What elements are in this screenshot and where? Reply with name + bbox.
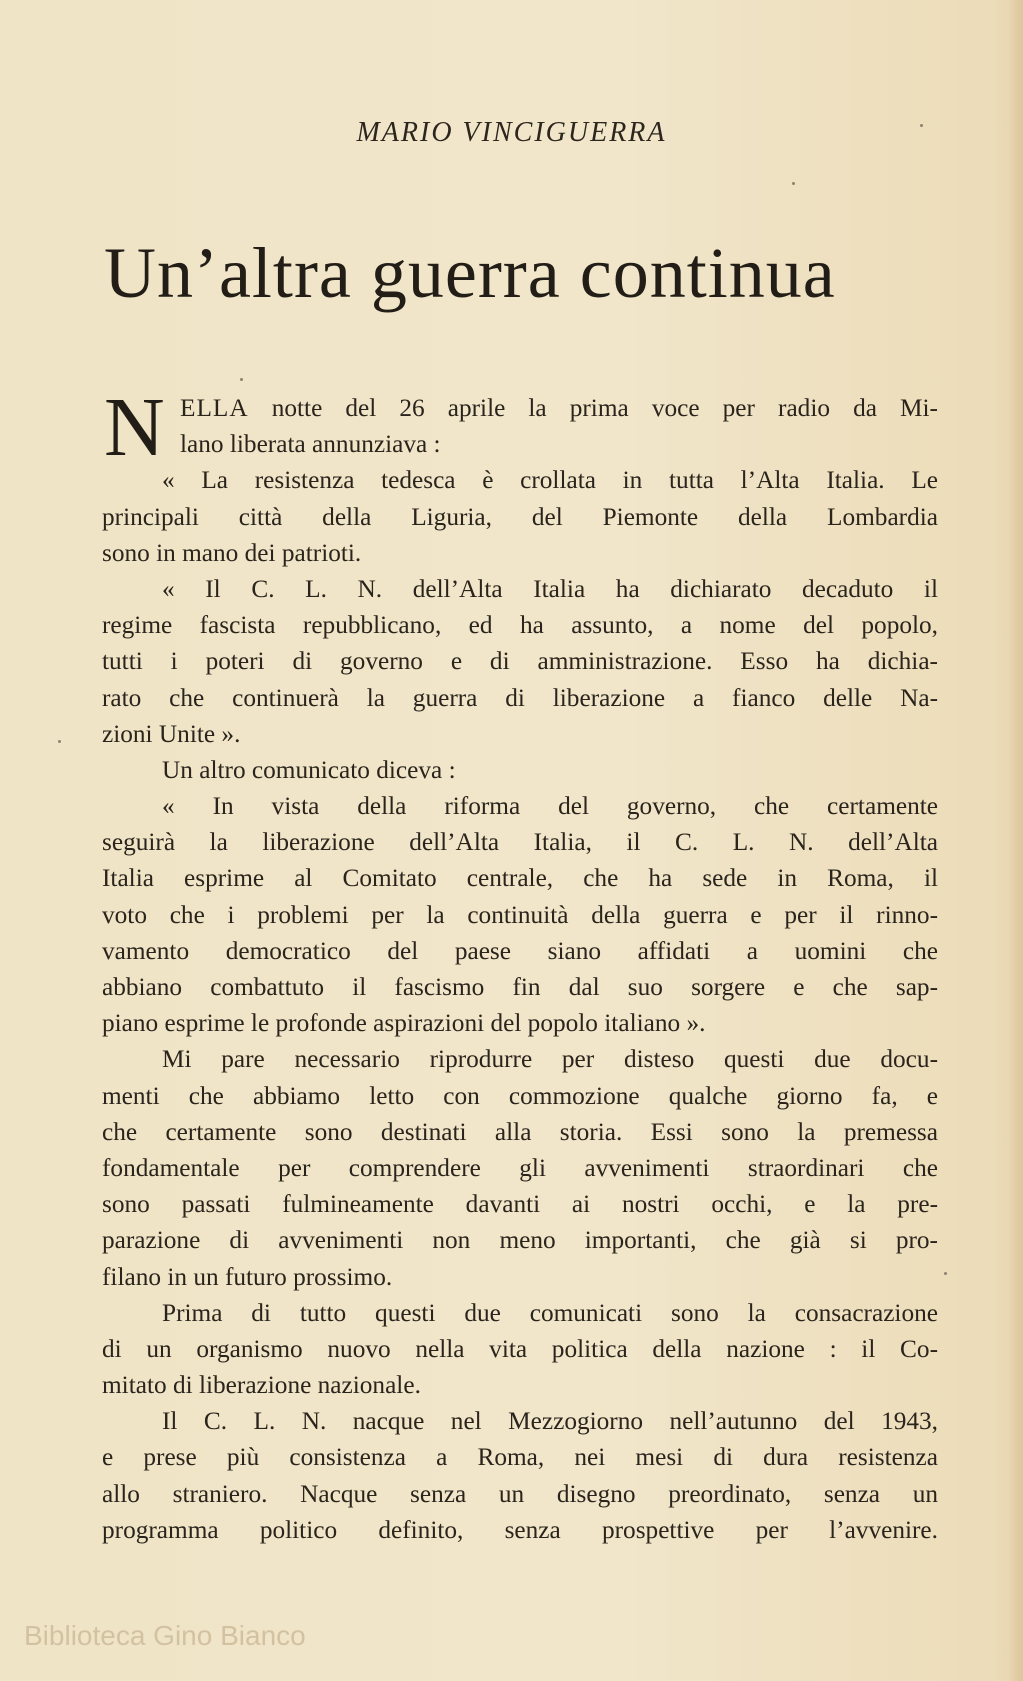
page-edge-shadow	[1009, 0, 1023, 1681]
text-line: fondamentale per comprendere gli avvenimenti straordinari che	[102, 1153, 938, 1182]
text-line: filano in un futuro prossimo.	[102, 1262, 393, 1291]
paper-speck	[240, 378, 243, 381]
drop-cap: N	[104, 381, 165, 474]
text-line: « Il C. L. N. dell’Alta Italia ha dichiarato decaduto il	[162, 574, 938, 603]
text-line: Un altro comunicato diceva :	[162, 755, 456, 784]
article-body	[102, 390, 938, 1548]
text-line: tutti i poteri di governo e di amministrazione. Esso ha dichia-	[102, 647, 938, 676]
text-line: allo straniero. Nacque senza un disegno preordinato, senza un	[102, 1479, 938, 1508]
text-line: voto che i problemi per la continuità della guerra e per il rinno-	[102, 900, 938, 929]
paper-speck	[944, 1272, 947, 1275]
text-line: abbiano combattuto il fascismo fin dal suo sorgere e che sap-	[102, 973, 938, 1001]
text-line: seguirà la liberazione dell’Alta Italia, il C. L. N. dell’Alta	[102, 828, 938, 857]
text-line	[102, 390, 938, 426]
text-line: e prese più consistenza a Roma, nei mesi di dura resistenza	[102, 1443, 938, 1472]
text-line: Mi pare necessario riprodurre per disteso questi due docu-	[162, 1045, 938, 1074]
article-title: Un’altra guerra continua	[104, 233, 836, 313]
text-line: vamento democratico del paese siano affidati a uomini che	[102, 936, 938, 965]
text-line: « In vista della riforma del governo, che certamente	[162, 792, 938, 821]
text-line: di un organismo nuovo nella vita politica della nazione : il Co-	[102, 1334, 938, 1363]
text-line: lano liberata annunziava :	[180, 430, 441, 459]
paper-speck	[920, 124, 923, 127]
text-line: parazione di avvenimenti non meno importanti, che già si pro-	[102, 1226, 938, 1255]
text-line: sono passati fulmineamente davanti ai nostri occhi, e la pre-	[102, 1190, 938, 1219]
text-line: principali città della Liguria, del Piemonte della Lombardia	[102, 502, 938, 531]
text-line: Il C. L. N. nacque nel Mezzogiorno nell’autunno del 1943,	[162, 1407, 938, 1436]
text-line: regime fascista repubblicano, ed ha assunto, a nome del popolo,	[102, 611, 938, 640]
text-line: « La resistenza tedesca è crollata in tutta l’Alta Italia. Le	[162, 466, 938, 495]
text-line: mitato di liberazione nazionale.	[102, 1371, 421, 1400]
text-line: piano esprime le profonde aspirazioni del popolo italiano ».	[102, 1009, 706, 1038]
text-line: rato che continuerà la guerra di liberazione a fianco delle Na-	[102, 683, 938, 712]
first-word-smallcaps: ELLA	[180, 394, 249, 422]
text-line: zioni Unite ».	[102, 719, 241, 748]
text-line-content: notte del 26 aprile la prima voce per radio da Mi-	[248, 394, 938, 422]
library-watermark: Biblioteca Gino Bianco	[24, 1620, 306, 1651]
text-line: Italia esprime al Comitato centrale, che ha sede in Roma, il	[102, 864, 938, 893]
text-line: programma politico definito, senza prospettive per l’avvenire.	[102, 1515, 938, 1544]
paper-speck	[58, 740, 61, 743]
text-line: che certamente sono destinati alla storia. Essi sono la premessa	[102, 1117, 938, 1146]
paper-speck	[792, 182, 795, 185]
text-line: menti che abbiamo letto con commozione qualche giorno fa, e	[102, 1081, 938, 1110]
text-line: Prima di tutto questi due comunicati sono la consacrazione	[162, 1298, 938, 1327]
author-name: MARIO VINCIGUERRA	[356, 117, 667, 148]
text-line: sono in mano dei patrioti.	[102, 538, 362, 567]
